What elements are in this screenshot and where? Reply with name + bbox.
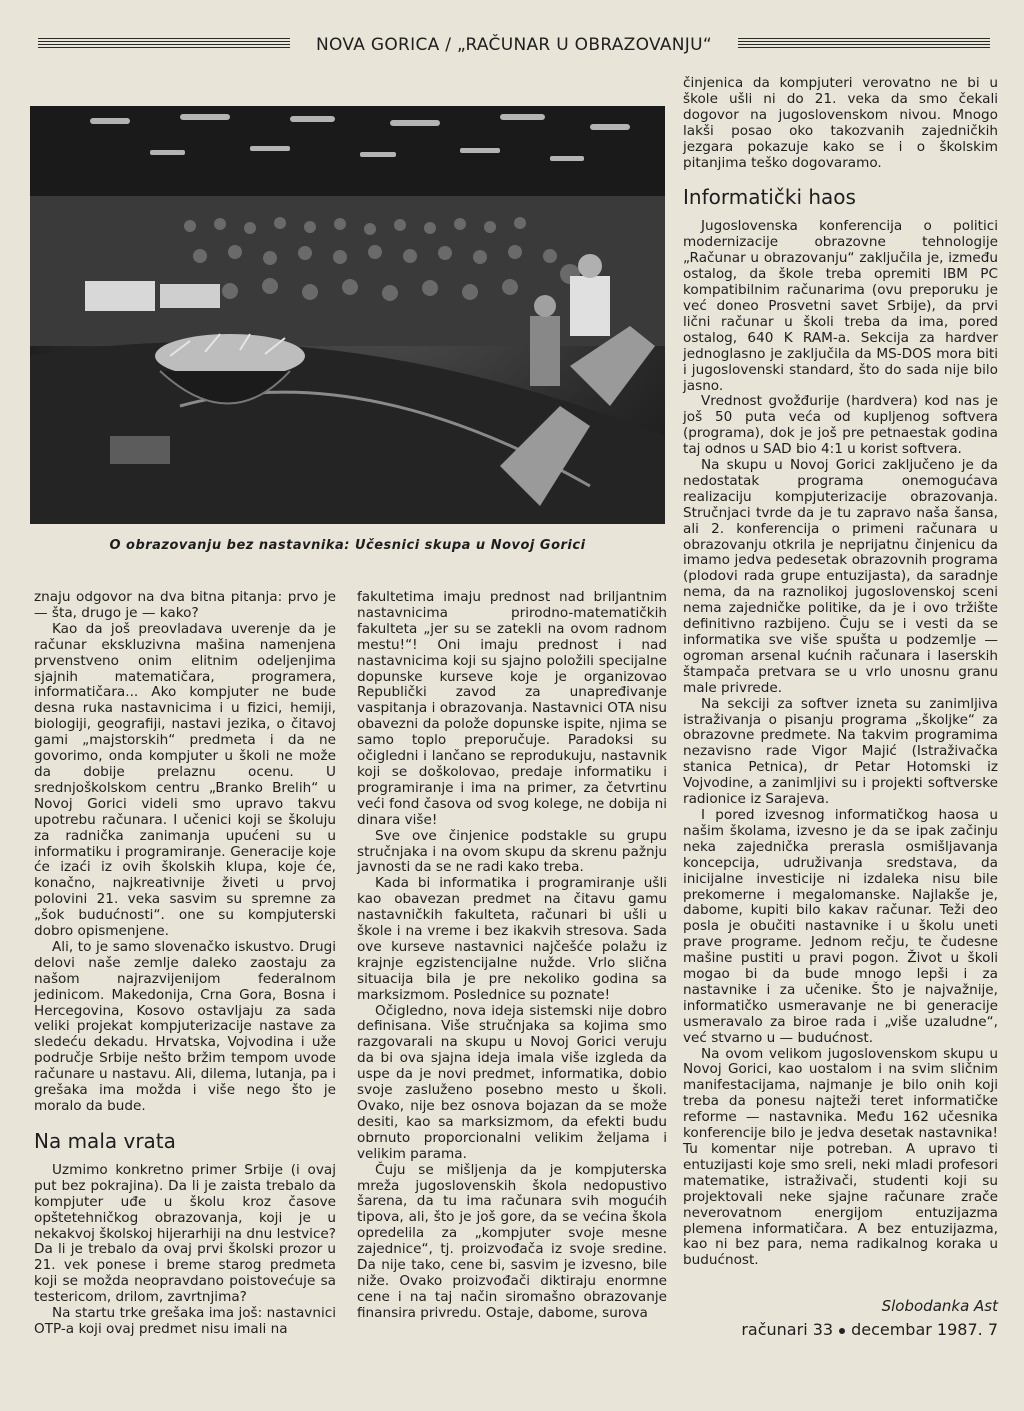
conference-photo-illustration (30, 106, 665, 524)
paragraph: Sve ove činjenice podstakle su grupu stručnjaka i na ovom skupu da skrenu pažnju javnosti da se ne radi kako treba. (357, 827, 667, 876)
page-header (38, 32, 990, 58)
paragraph: Na skupu u Novoj Gorici zaključeno je da nedostatak programa onemogućava realizaciju kompjuterizacije obrazovanja. Stručnjaci tvrde da je tu zapravo naša šansa, ali 2. konferencija o primeni računara u obrazovanju otkrila je neprijatnu činjenicu da imamo jedva pedesetak obrazovnih programa (plodovi rada grupe entuzijasta), da saradnje nema, da na raznolikoj jugoslovenskoj sceni nema zajedničke politike, da je i ovo tržište definitivno razbijeno. Čuju se i vesti da se informatika sve više spušta u podzemlje — ogroman arsenal kućnih računara i laserskih štampača pretvara se u vrlo unosnu granu male privrede. (683, 457, 998, 696)
header-rule-right (738, 38, 990, 50)
subheading-na-mala-vrata: Na mala vrata (34, 1128, 176, 1153)
article-column-1 (34, 590, 336, 1338)
paragraph: Vrednost gvožđurije (hardvera) kod nas je još 50 puta veća od kupljenog softvera (programa), dok je još pre petnaestak godina taj odnos u SAD bio 4:1 u korist softvera. (683, 393, 998, 458)
subheading-informaticki-haos: Informatički haos (683, 185, 856, 210)
paragraph: Na ovom velikom jugoslovenskom skupu u Novoj Gorici, kao uostalom i na svim sličnim manifestacijama, najmanje je bilo onih koji treba da ponesu najteži teret informatičke reforme — nastavnika. Među 162 učesnika konferencije bilo je jedva desetak nastavnika! Tu komentar nije potreban. A upravo ti entuzijasti koje smo sreli, neki mladi profesori matematike, istraživači, studenti koji su projektovali neke sjajne računare zrače neverovatnom energijom entuzijazma plemena informatičara. A bez entuzijazma, kao ni bez para, nema radikalnog koraka u budućnost. (683, 1045, 998, 1269)
date-and-page-number: decembar 1987. 7 (851, 1320, 998, 1339)
paragraph: I pored izvesnog informatičkog haosa u našim školama, izvesno je da se ipak začinju neka zajednička prerasla osmišljavanja koncepcija, udruživanja sredstava, da inicijalne investicije ni izdaleka nisu bile prekomerne i megalomanske. Najlakše je, dabome, kupiti bilo kakav računar. Teži deo posla je obučiti nastavnike i u školu uneti prave programe. Jednom rečju, te čudesne mašine pustiti u pravi pogon. Život u školi mogao bi da bude mnogo lepši i za nastavnike i za učenike. Što je najvažnije, informatičko usmeravanje ne bi generacije usmeravalo za biroe rada i „više uzaludne“, već stvarno u — budućnost. (683, 806, 998, 1046)
paragraph: Ali, to je samo slovenačko iskustvo. Drugi delovi naše zemlje daleko zaostaju za našom najrazvijenijom federalnom jedinicom. Makedonija, Crna Gora, Bosna i Hercegovina, Kosovo ostavljaju za sada veliki projekat kompjuterizacije nastave za sledeću dekadu. Hrvatska, Vojvodina i uže područje Srbije nešto bržim tempom uvode računare u nastavu. Ali, dilema, lutanja, pa i grešaka ima možda i više nego što je moralo da bude. (34, 938, 336, 1114)
paragraph: znaju odgovor na dva bitna pitanja: prvo je — šta, drugo je — kako? (34, 589, 336, 621)
paragraph: Uzmimo konkretno primer Srbije (i ovaj put bez pokrajina). Da li je zaista trebalo da kompjuter uđe u školu kroz časove opštetehničkog obrazovanja, koji je u nekakvoj školskoj hijerarhiji na dnu lestvice? Da li je trebalo da ovaj prvi školski prozor u 21. vek ponese i breme starog predmeta koji se možda neopravdano poistovećuje sa testericom, drilom, zavrtnjima? (34, 1161, 336, 1306)
header-title: NOVA GORICA / „RAČUNAR U OBRAZOVANJU“ (316, 35, 712, 55)
paragraph: Jugoslovenska konferencija o politici modernizacije obrazovne tehnologije „Računar u obrazovanju“ zaključila je, između ostalog, da škole treba opremiti IBM PC kompatibilnim računarima (ovu preporuku je već doneo Prosvetni savet Srbije), da prvi lični računar u školi treba da ima, pored ostalog, 640 K RAM-a. Sekcija za hardver jednoglasno je zaključila da MS-DOS mora biti i jugoslovenski standard, što do sada nije bilo jasno. (683, 218, 998, 394)
article-column-2 (357, 590, 667, 1322)
paragraph: fakultetima imaju prednost nad briljantnim nastavnicima prirodno-matematičkih fakulteta „jer su se zatekli na ovom radnom mestu!“! Oni imaju prednost i nad nastavnicima koji su sjajno položili specijalne dopunske kurseve koje je organizovao Republički zavod za unapređivanje vaspitanja i obrazovanja. Nastavnici OTA nisu obavezni da polože dopunske ispite, njima se samo toplo preporučuje. Paradoksi su očigledni i lančano se reprodukuju, nastavnik koji se doškolovao, predaje informatiku i programiranje i ima na primer, za četvrtinu veći fond časova od svog kolege, ne dobija ni dinara više! (357, 589, 667, 828)
paragraph: Kada bi informatika i programiranje ušli kao obavezan predmet na čitavu gamu nastavničkih fakulteta, računari bi ušli u škole i na vreme i bez ikakvih stresova. Sada ove kurseve nastavnici najčešće polažu iz krajnje egzistencijalne nužde. Vrlo slična situacija bila je pre nekoliko godina sa marksizmom. Poslednice su poznate! (357, 875, 667, 1003)
paragraph: činjenica da kompjuteri verovatno ne bi u škole ušli ni do 21. veka da smo čekali dogovor na jugoslovenskom nivou. Mnogo lakši posao oko takozvanih zajedničkih jezgara pokazuje kako se i o školskim pitanjima teško dogovaramo. (683, 75, 998, 171)
paragraph: Čuju se mišljenja da je kompjuterska mreža jugoslovenskih škola nedopustivo šarena, da tu ima računara svih mogućih tipova, ali, što je još gore, da se većina škola opredelila za „kompjuter svoje mesne zajednice“, tj. proizvođača iz svoje sredine. Da nije tako, cene bi, sasvim je izvesno, bile niže. Ovako proizvođači diktiraju enormne cene i na taj način siromašno obrazovanje finansira privredu. Ostaje, dabome, surova (357, 1161, 667, 1321)
paragraph: Na startu trke grešaka ima još: nastavnici OTP-a koji ovaj predmet nisu imali na (34, 1305, 336, 1337)
bullet-icon (839, 1328, 845, 1334)
photo-caption: O obrazovanju bez nastavnika: Učesnici skupa u Novoj Gorici (109, 538, 586, 553)
page-footer (683, 1320, 998, 1339)
article-column-3 (683, 76, 998, 1269)
paragraph: Kao da još preovladava uverenje da je računar ekskluzivna mašina namenjena prvenstveno onim elitnim odeljenjima sjajnih matematičara, programera, informatičara... Ako kompjuter ne bude desna ruka nastavnicima i u fizici, hemiji, biologiji, geografiji, nastavi jezika, o čitavoj gami „majstorskih“ predmeta i da ne govorimo, onda kompjuter u školi ne može da dobije prelaznu ocenu. U srednjoškolskom centru „Branko Brelih“ u Novoj Gorici videli smo upravo takvu upotrebu računara. I učenici koji se školuju za radnička zanimanja upućeni su u informatiku i programiranje. Generacije koje će izaći iz ovih školskih klupa, koje će, konačno, najkreativnije živeti u prvoj polovini 21. veka sasvim su spremne za „šok budućnosti“. one su kompjuterski dobro opismenjene. (34, 620, 336, 940)
conference-photo (30, 106, 665, 524)
magazine-issue: računari 33 (741, 1320, 834, 1339)
header-rule-left (38, 38, 290, 50)
paragraph: Očigledno, nova ideja sistemski nije dobro definisana. Više stručnjaka sa kojima smo razgovarali na skupu u Novoj Gorici veruju da bi ova sjajna ideja imala više izgleda da uspe da je novi predmet, informatika, dobio svoje zasluženo posebno mesto u školi. Ovako, nije bez osnova bojazan da se može desiti, kao sa marksizmom, da efekti budu obrnuto proporcionalni velikim željama i velikim parama. (357, 1002, 667, 1162)
author-byline: Slobodanka Ast (881, 1297, 998, 1315)
paragraph: Na sekciji za softver izneta su zanimljiva istraživanja o pisanju programa „školjke“ za obrazovne predmete. Na takvim programima nezavisno rade Vigor Majić (Istraživačka stanica Petnica), dr Petar Hotomski iz Vojvodine, a zanimljivi su i projekti softverske radionice iz Sarajeva. (683, 695, 998, 808)
